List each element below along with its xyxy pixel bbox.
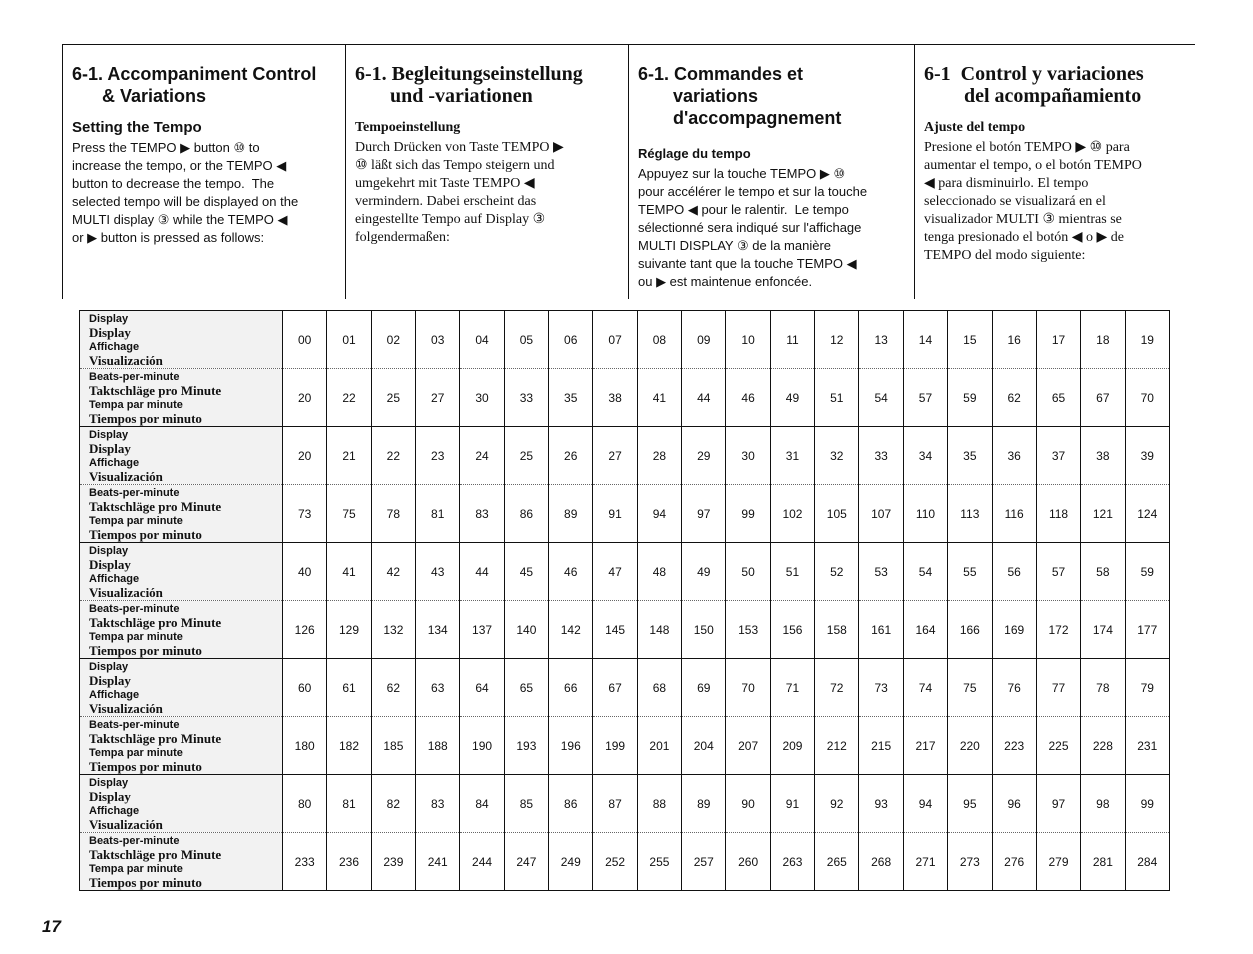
bpm-value-cell: 193	[504, 717, 548, 775]
section-english	[62, 45, 345, 299]
display-value-cell: 83	[416, 775, 460, 833]
display-value-cell: 78	[1081, 659, 1125, 717]
row-label-line: Display	[89, 556, 131, 572]
bpm-value-cell: 257	[682, 833, 726, 891]
row-label-line: Display	[89, 776, 129, 789]
row-label-line: Beats-per-minute	[89, 834, 180, 847]
row-label-line: Tiempos por minuto	[89, 642, 202, 658]
bpm-value-cell: 185	[371, 717, 415, 775]
bpm-value-cell: 81	[416, 485, 460, 543]
row-label-line: Display	[89, 324, 131, 340]
display-value-cell: 60	[283, 659, 327, 717]
display-value-cell: 49	[682, 543, 726, 601]
bpm-value-cell: 220	[948, 717, 992, 775]
display-value-cell: 09	[682, 311, 726, 369]
bpm-value-cell: 51	[815, 369, 859, 427]
bpm-value-cell: 105	[815, 485, 859, 543]
display-label-cell	[80, 543, 283, 601]
display-label-cell	[80, 659, 283, 717]
display-value-cell: 17	[1036, 311, 1080, 369]
bpm-value-cell: 134	[416, 601, 460, 659]
bpm-value-cell: 107	[859, 485, 903, 543]
display-value-cell: 15	[948, 311, 992, 369]
display-value-cell: 02	[371, 311, 415, 369]
display-value-cell: 80	[283, 775, 327, 833]
section-subtitle: Réglage du tempo	[638, 146, 751, 161]
bpm-value-cell: 199	[593, 717, 637, 775]
row-label-line: Display	[89, 660, 129, 673]
display-value-cell: 30	[726, 427, 770, 485]
bpm-value-cell: 207	[726, 717, 770, 775]
bpm-value-cell: 102	[770, 485, 814, 543]
display-row	[80, 659, 1170, 717]
bpm-value-cell: 231	[1125, 717, 1169, 775]
row-label-line: Visualización	[89, 700, 163, 716]
display-value-cell: 79	[1125, 659, 1169, 717]
display-value-cell: 33	[859, 427, 903, 485]
row-label-line: Display	[89, 672, 131, 688]
bpm-value-cell: 236	[327, 833, 371, 891]
bpm-value-cell: 204	[682, 717, 726, 775]
section-subtitle: Tempoeinstellung	[355, 120, 461, 135]
bpm-value-cell: 70	[1125, 369, 1169, 427]
row-label-line: Affichage	[89, 688, 140, 701]
bpm-value-cell: 73	[283, 485, 327, 543]
display-value-cell: 74	[903, 659, 947, 717]
bpm-value-cell: 44	[682, 369, 726, 427]
display-value-cell: 16	[992, 311, 1036, 369]
bpm-value-cell: 158	[815, 601, 859, 659]
bpm-value-cell: 110	[903, 485, 947, 543]
bpm-value-cell: 190	[460, 717, 504, 775]
display-value-cell: 51	[770, 543, 814, 601]
display-value-cell: 68	[637, 659, 681, 717]
row-label-line: Visualización	[89, 468, 163, 484]
page-number: 17	[42, 917, 61, 936]
display-value-cell: 03	[416, 311, 460, 369]
bpm-value-cell: 196	[549, 717, 593, 775]
bpm-value-cell: 145	[593, 601, 637, 659]
display-value-cell: 28	[637, 427, 681, 485]
display-value-cell: 27	[593, 427, 637, 485]
display-value-cell: 87	[593, 775, 637, 833]
bpm-value-cell: 212	[815, 717, 859, 775]
display-value-cell: 20	[283, 427, 327, 485]
display-label-cell	[80, 311, 283, 369]
bpm-value-cell: 83	[460, 485, 504, 543]
section-french	[628, 45, 914, 299]
row-label-line: Tempa par minute	[89, 514, 183, 527]
display-value-cell: 06	[549, 311, 593, 369]
display-value-cell: 67	[593, 659, 637, 717]
row-label-line: Beats-per-minute	[89, 370, 180, 383]
display-value-cell: 96	[992, 775, 1036, 833]
row-label-line: Tiempos por minuto	[89, 410, 202, 426]
bpm-value-cell: 62	[992, 369, 1036, 427]
bpm-value-cell: 169	[992, 601, 1036, 659]
bpm-value-cell: 132	[371, 601, 415, 659]
bpm-value-cell: 91	[593, 485, 637, 543]
bpm-value-cell: 148	[637, 601, 681, 659]
bpm-value-cell: 54	[859, 369, 903, 427]
display-value-cell: 18	[1081, 311, 1125, 369]
display-value-cell: 65	[504, 659, 548, 717]
bpm-row	[80, 485, 1170, 543]
bpm-value-cell: 46	[726, 369, 770, 427]
display-value-cell: 85	[504, 775, 548, 833]
bpm-value-cell: 124	[1125, 485, 1169, 543]
bpm-value-cell: 126	[283, 601, 327, 659]
row-label-line: Tiempos por minuto	[89, 874, 202, 890]
display-value-cell: 86	[549, 775, 593, 833]
display-value-cell: 05	[504, 311, 548, 369]
section-subtitle: Setting the Tempo	[72, 119, 202, 136]
bpm-value-cell: 161	[859, 601, 903, 659]
row-label-line: Taktschläge pro Minute	[89, 382, 222, 398]
display-value-cell: 98	[1081, 775, 1125, 833]
row-label-line: Beats-per-minute	[89, 486, 180, 499]
display-row	[80, 775, 1170, 833]
row-label-line: Tiempos por minuto	[89, 526, 202, 542]
display-value-cell: 31	[770, 427, 814, 485]
display-value-cell: 24	[460, 427, 504, 485]
bpm-value-cell: 49	[770, 369, 814, 427]
bpm-value-cell: 89	[549, 485, 593, 543]
row-label-line: Visualización	[89, 816, 163, 832]
bpm-value-cell: 241	[416, 833, 460, 891]
section-subtitle: Ajuste del tempo	[924, 120, 1026, 135]
bpm-value-cell: 116	[992, 485, 1036, 543]
row-label-line: Beats-per-minute	[89, 602, 180, 615]
bpm-value-cell: 177	[1125, 601, 1169, 659]
display-value-cell: 34	[903, 427, 947, 485]
bpm-value-cell: 271	[903, 833, 947, 891]
section-body: Presione el botón TEMPO ▶ ⑩ para aumentar el tempo, o el botón TEMPO ◀ para disminuirlo. El tempo seleccionado se visualizará en el visualizador MULTI ③ mientras se tenga presionado el botón ◀ o ▶ de TEMPO del modo siguiente:	[924, 140, 1142, 263]
display-value-cell: 71	[770, 659, 814, 717]
display-value-cell: 82	[371, 775, 415, 833]
bpm-value-cell: 223	[992, 717, 1036, 775]
bpm-value-cell: 166	[948, 601, 992, 659]
section-german	[345, 45, 628, 299]
bpm-value-cell: 113	[948, 485, 992, 543]
bpm-value-cell: 75	[327, 485, 371, 543]
bpm-value-cell: 263	[770, 833, 814, 891]
display-value-cell: 93	[859, 775, 903, 833]
bpm-value-cell: 247	[504, 833, 548, 891]
bpm-value-cell: 249	[549, 833, 593, 891]
bpm-value-cell: 99	[726, 485, 770, 543]
display-value-cell: 58	[1081, 543, 1125, 601]
bpm-value-cell: 164	[903, 601, 947, 659]
display-value-cell: 22	[371, 427, 415, 485]
bpm-value-cell: 268	[859, 833, 903, 891]
bpm-value-cell: 265	[815, 833, 859, 891]
bpm-value-cell: 172	[1036, 601, 1080, 659]
display-value-cell: 36	[992, 427, 1036, 485]
bpm-value-cell: 255	[637, 833, 681, 891]
bpm-value-cell: 252	[593, 833, 637, 891]
row-label-line: Tempa par minute	[89, 398, 183, 411]
bpm-value-cell: 59	[948, 369, 992, 427]
bpm-value-cell: 281	[1081, 833, 1125, 891]
row-label-line: Beats-per-minute	[89, 718, 180, 731]
bpm-value-cell: 86	[504, 485, 548, 543]
bpm-value-cell: 129	[327, 601, 371, 659]
display-value-cell: 94	[903, 775, 947, 833]
bpm-label-cell	[80, 369, 283, 427]
row-label-line: Affichage	[89, 572, 140, 585]
section-body: Durch Drücken von Taste TEMPO ▶ ⑩ läßt sich das Tempo steigern und umgekehrt mit Taste TEMPO ◀ vermindern. Dabei erscheint das eingestellte Tempo auf Display ③ folgendermaßen:	[355, 140, 564, 245]
display-value-cell: 10	[726, 311, 770, 369]
bpm-value-cell: 233	[283, 833, 327, 891]
display-value-cell: 48	[637, 543, 681, 601]
bpm-value-cell: 121	[1081, 485, 1125, 543]
bpm-value-cell: 57	[903, 369, 947, 427]
display-value-cell: 26	[549, 427, 593, 485]
display-value-cell: 75	[948, 659, 992, 717]
display-value-cell: 61	[327, 659, 371, 717]
display-value-cell: 38	[1081, 427, 1125, 485]
bpm-value-cell: 215	[859, 717, 903, 775]
display-value-cell: 89	[682, 775, 726, 833]
display-value-cell: 70	[726, 659, 770, 717]
display-value-cell: 95	[948, 775, 992, 833]
display-value-cell: 46	[549, 543, 593, 601]
bpm-value-cell: 188	[416, 717, 460, 775]
display-value-cell: 12	[815, 311, 859, 369]
display-value-cell: 59	[1125, 543, 1169, 601]
row-label-line: Tiempos por minuto	[89, 758, 202, 774]
bpm-value-cell: 142	[549, 601, 593, 659]
display-value-cell: 97	[1036, 775, 1080, 833]
bpm-value-cell: 33	[504, 369, 548, 427]
bpm-value-cell: 65	[1036, 369, 1080, 427]
bpm-value-cell: 239	[371, 833, 415, 891]
display-value-cell: 64	[460, 659, 504, 717]
display-value-cell: 47	[593, 543, 637, 601]
row-label-line: Visualización	[89, 584, 163, 600]
bpm-label-cell	[80, 601, 283, 659]
bpm-value-cell: 260	[726, 833, 770, 891]
display-value-cell: 37	[1036, 427, 1080, 485]
display-value-cell: 41	[327, 543, 371, 601]
display-value-cell: 40	[283, 543, 327, 601]
display-value-cell: 25	[504, 427, 548, 485]
row-label-line: Display	[89, 428, 129, 441]
display-value-cell: 19	[1125, 311, 1169, 369]
display-value-cell: 00	[283, 311, 327, 369]
bpm-value-cell: 140	[504, 601, 548, 659]
row-label-line: Tempa par minute	[89, 862, 183, 875]
bpm-value-cell: 225	[1036, 717, 1080, 775]
row-label-line: Taktschläge pro Minute	[89, 730, 222, 746]
section-body: Appuyez sur la touche TEMPO ▶ ⑩ pour accélérer le tempo et sur la touche TEMPO ◀ pour le ralentir. Le tempo sélectionné sera indiqué sur l'affichage MULTI DISPLAY ③ de la manière suivante tant que la touche TEMPO ◀ ou ▶ est maintenue enfoncée.	[638, 166, 868, 289]
display-value-cell: 55	[948, 543, 992, 601]
bpm-value-cell: 156	[770, 601, 814, 659]
row-label-line: Display	[89, 544, 129, 557]
display-value-cell: 45	[504, 543, 548, 601]
display-value-cell: 92	[815, 775, 859, 833]
section-title: 6-1. Commandes et variations d'accompagnement	[638, 64, 842, 128]
bpm-value-cell: 284	[1125, 833, 1169, 891]
row-label-line: Taktschläge pro Minute	[89, 498, 222, 514]
bpm-value-cell: 25	[371, 369, 415, 427]
bpm-value-cell: 35	[549, 369, 593, 427]
row-label-line: Affichage	[89, 804, 140, 817]
display-value-cell: 43	[416, 543, 460, 601]
display-value-cell: 77	[1036, 659, 1080, 717]
display-value-cell: 90	[726, 775, 770, 833]
bpm-value-cell: 94	[637, 485, 681, 543]
bpm-value-cell: 38	[593, 369, 637, 427]
display-value-cell: 32	[815, 427, 859, 485]
row-label-line: Visualización	[89, 352, 163, 368]
bpm-value-cell: 137	[460, 601, 504, 659]
section-title: 6-1 Control y variaciones del acompañamiento	[924, 63, 1144, 107]
display-value-cell: 23	[416, 427, 460, 485]
intro-columns	[62, 44, 1195, 299]
bpm-value-cell: 182	[327, 717, 371, 775]
display-value-cell: 69	[682, 659, 726, 717]
display-value-cell: 56	[992, 543, 1036, 601]
display-value-cell: 04	[460, 311, 504, 369]
row-label-line: Display	[89, 312, 129, 325]
display-label-cell	[80, 427, 283, 485]
bpm-value-cell: 67	[1081, 369, 1125, 427]
row-label-line: Taktschläge pro Minute	[89, 614, 222, 630]
display-value-cell: 07	[593, 311, 637, 369]
bpm-value-cell: 174	[1081, 601, 1125, 659]
display-value-cell: 11	[770, 311, 814, 369]
display-row	[80, 311, 1170, 369]
display-value-cell: 81	[327, 775, 371, 833]
section-title: 6-1. Begleitungseinstellung und -variationen	[355, 63, 583, 107]
bpm-value-cell: 273	[948, 833, 992, 891]
display-value-cell: 50	[726, 543, 770, 601]
bpm-value-cell: 150	[682, 601, 726, 659]
display-value-cell: 01	[327, 311, 371, 369]
bpm-value-cell: 228	[1081, 717, 1125, 775]
tempo-table	[79, 310, 1170, 891]
bpm-value-cell: 97	[682, 485, 726, 543]
display-value-cell: 29	[682, 427, 726, 485]
display-value-cell: 66	[549, 659, 593, 717]
section-title: 6-1. Accompaniment Control & Variations	[72, 64, 317, 106]
bpm-value-cell: 22	[327, 369, 371, 427]
bpm-value-cell: 276	[992, 833, 1036, 891]
display-value-cell: 99	[1125, 775, 1169, 833]
row-label-line: Affichage	[89, 456, 140, 469]
bpm-value-cell: 244	[460, 833, 504, 891]
section-spanish	[914, 45, 1195, 299]
section-body: Press the TEMPO ▶ button ⑩ to increase the tempo, or the TEMPO ◀ button to decrease the tempo. The selected tempo will be displayed on the MULTI display ③ while the TEMPO ◀ or ▶ button is pressed as follows:	[72, 140, 299, 245]
bpm-row	[80, 601, 1170, 659]
bpm-value-cell: 201	[637, 717, 681, 775]
display-value-cell: 42	[371, 543, 415, 601]
display-value-cell: 73	[859, 659, 903, 717]
display-value-cell: 57	[1036, 543, 1080, 601]
row-label-line: Display	[89, 440, 131, 456]
bpm-row	[80, 369, 1170, 427]
display-value-cell: 13	[859, 311, 903, 369]
bpm-row	[80, 717, 1170, 775]
bpm-value-cell: 180	[283, 717, 327, 775]
row-label-line: Affichage	[89, 340, 140, 353]
bpm-label-cell	[80, 717, 283, 775]
row-label-line: Tempa par minute	[89, 746, 183, 759]
display-label-cell	[80, 775, 283, 833]
bpm-value-cell: 20	[283, 369, 327, 427]
bpm-value-cell: 27	[416, 369, 460, 427]
bpm-value-cell: 30	[460, 369, 504, 427]
row-label-line: Taktschläge pro Minute	[89, 846, 222, 862]
display-value-cell: 14	[903, 311, 947, 369]
display-value-cell: 52	[815, 543, 859, 601]
bpm-value-cell: 217	[903, 717, 947, 775]
display-row	[80, 427, 1170, 485]
display-value-cell: 63	[416, 659, 460, 717]
bpm-label-cell	[80, 833, 283, 891]
display-value-cell: 76	[992, 659, 1036, 717]
bpm-value-cell: 209	[770, 717, 814, 775]
display-value-cell: 54	[903, 543, 947, 601]
bpm-value-cell: 118	[1036, 485, 1080, 543]
bpm-row	[80, 833, 1170, 891]
display-value-cell: 21	[327, 427, 371, 485]
display-value-cell: 62	[371, 659, 415, 717]
display-value-cell: 08	[637, 311, 681, 369]
bpm-value-cell: 41	[637, 369, 681, 427]
row-label-line: Display	[89, 788, 131, 804]
display-value-cell: 72	[815, 659, 859, 717]
display-value-cell: 84	[460, 775, 504, 833]
bpm-value-cell: 78	[371, 485, 415, 543]
bpm-label-cell	[80, 485, 283, 543]
display-value-cell: 44	[460, 543, 504, 601]
display-value-cell: 39	[1125, 427, 1169, 485]
display-value-cell: 35	[948, 427, 992, 485]
bpm-value-cell: 279	[1036, 833, 1080, 891]
display-value-cell: 88	[637, 775, 681, 833]
row-label-line: Tempa par minute	[89, 630, 183, 643]
display-value-cell: 91	[770, 775, 814, 833]
display-row	[80, 543, 1170, 601]
bpm-value-cell: 153	[726, 601, 770, 659]
display-value-cell: 53	[859, 543, 903, 601]
